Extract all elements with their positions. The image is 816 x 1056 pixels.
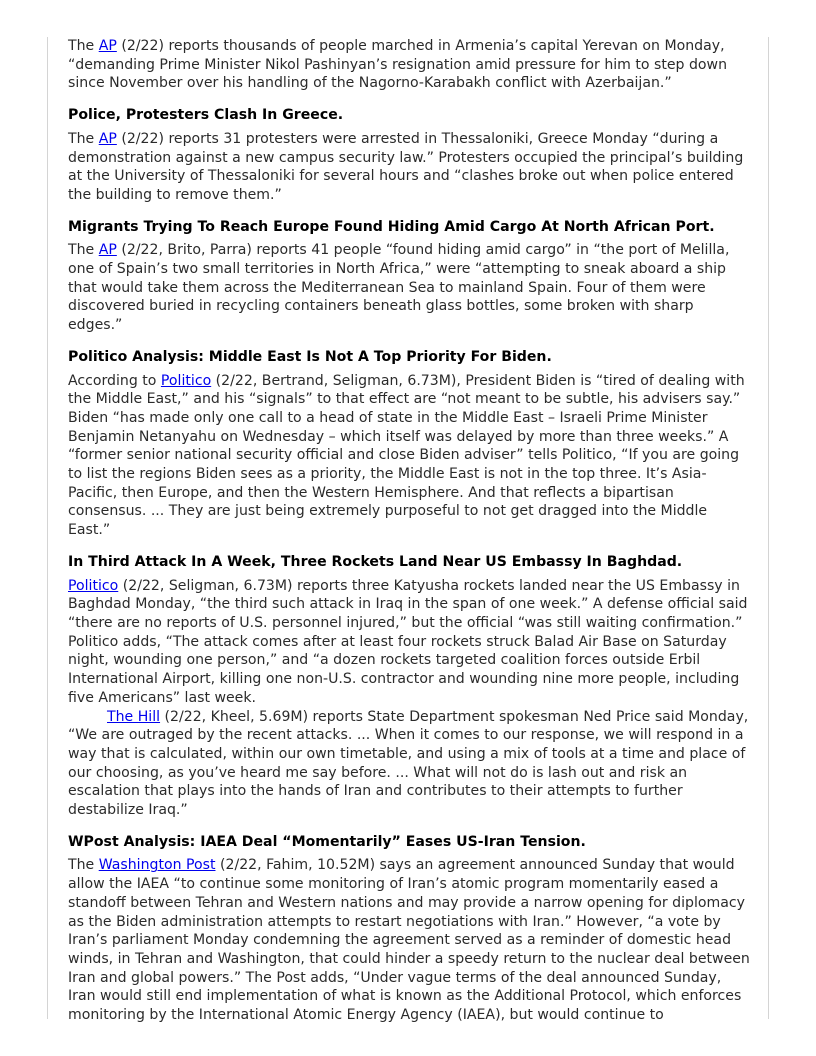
source-link-the-hill[interactable]: The Hill bbox=[107, 708, 161, 725]
article-armenia-paragraph: The AP (2/22) reports thousands of people marched in Armenia’s capital Yerevan on Monday, “demanding Prime Minister Nikol Pashinyan’s resignation amid pressure for him to step down since November over his handling of the Nagorno-Karabakh conflict with Azerbaijan.” bbox=[68, 38, 727, 92]
right-margin-rule bbox=[768, 37, 769, 1019]
headline-baghdad-rockets: In Third Attack In A Week, Three Rockets Land Near US Embassy In Baghdad. bbox=[68, 553, 683, 570]
article-baghdad-paragraph-2: The Hill (2/22, Kheel, 5.69M) reports State Department spokesman Ned Price said Monday, “We are outraged by the recent attacks. ... When it comes to our response, we will respond in a way that is calculated, within our own timetable, and using a mix of tools at a time and place of our choosing, as you’ve heard me say before. ... What will not do is lash out and risk an escalation that plays into the hands of Iran and contributes to their attempts to further destabilize Iraq.” bbox=[68, 708, 749, 819]
headline-migrants: Migrants Trying To Reach Europe Found Hiding Amid Cargo At North African Port. bbox=[68, 218, 715, 235]
article-baghdad-paragraph-1: Politico (2/22, Seligman, 6.73M) reports three Katyusha rockets landed near the US Embassy in Baghdad Monday, “the third such attack in Iraq in the span of one week.” A defense official said “there are no reports of U.S. personnel injured,” but the official “was still waiting confirmation.” Politico adds, “The attack comes after at least four rockets struck Balad Air Base on Saturday night, wounding one person,” and “a dozen rockets targeted coalition forces outside Erbil International Airport, killing one non-U.S. contractor and wounding nine more people, including five Americans” last week. bbox=[68, 577, 748, 706]
article-migrants-paragraph: The AP (2/22, Brito, Parra) reports 41 people “found hiding amid cargo” in “the port of Melilla, one of Spain’s two small territories in North Africa,” were “attempting to sneak aboard a ship that would take them across the Mediterranean Sea to mainland Spain. Four of them were discovered buried in recycling containers beneath glass bottles, some broken with sharp edges.” bbox=[68, 242, 730, 334]
source-link-politico[interactable]: Politico bbox=[160, 372, 212, 389]
source-link-ap[interactable]: AP bbox=[98, 130, 117, 147]
document-body bbox=[68, 37, 750, 1025]
source-link-ap[interactable]: AP bbox=[98, 242, 117, 259]
headline-greece: Police, Protesters Clash In Greece. bbox=[68, 107, 344, 124]
source-link-ap[interactable]: AP bbox=[98, 38, 117, 54]
left-margin-rule bbox=[47, 37, 48, 1019]
source-link-politico[interactable]: Politico bbox=[68, 577, 119, 594]
source-link-washington-post[interactable]: Washington Post bbox=[98, 857, 216, 874]
article-greece-paragraph: The AP (2/22) reports 31 protesters were arrested in Thessaloniki, Greece Monday “during a demonstration against a new campus security law.” Protesters occupied the principal’s building at the University of Thessaloniki for several hours and “clashes broke out when police entered the building to remove them.” bbox=[68, 130, 744, 203]
article-politico-middle-east-paragraph: According to Politico (2/22, Bertrand, Seligman, 6.73M), President Biden is “tired of dealing with the Middle East,” and his “signals” to that effect are “not meant to be subtle, his advisers say.” Biden “has made only one call to a head of state in the Middle East – Israeli Prime Minister Benjamin Netanyahu on Wednesday – which itself was delayed by more than three weeks.” A “former senior national security official and close Biden adviser” tells Politico, “If you are going to list the regions Biden sees as a priority, the Middle East is not in the top three. It’s Asia-Pacific, then Europe, and then the Western Hemisphere. And that reflects a bipartisan consensus. ... They are just being extremely purposeful to not get dragged into the Middle East.” bbox=[68, 372, 745, 539]
article-iaea-paragraph: The Washington Post (2/22, Fahim, 10.52M) says an agreement announced Sunday that would allow the IAEA “to continue some monitoring of Iran’s atomic program momentarily eased a standoff between Tehran and Western nations and may provide a narrow opening for diplomacy as the Biden administration attempts to restart negotiations with Iran.” However, “a vote by Iran’s parliament Monday condemning the agreement served as a reminder of domestic head winds, in Tehran and Washington, that could hinder a speedy return to the nuclear deal between Iran and global powers.” The Post adds, “Under vague terms of the deal announced Sunday, Iran would still end implementation of what is known as the Additional Protocol, which enforces monitoring by the International Atomic Energy Agency (IAEA), but would continue to bbox=[68, 857, 750, 1024]
headline-politico-middle-east: Politico Analysis: Middle East Is Not A Top Priority For Biden. bbox=[68, 348, 552, 365]
headline-iaea-deal: WPost Analysis: IAEA Deal “Momentarily” Eases US-Iran Tension. bbox=[68, 833, 586, 850]
